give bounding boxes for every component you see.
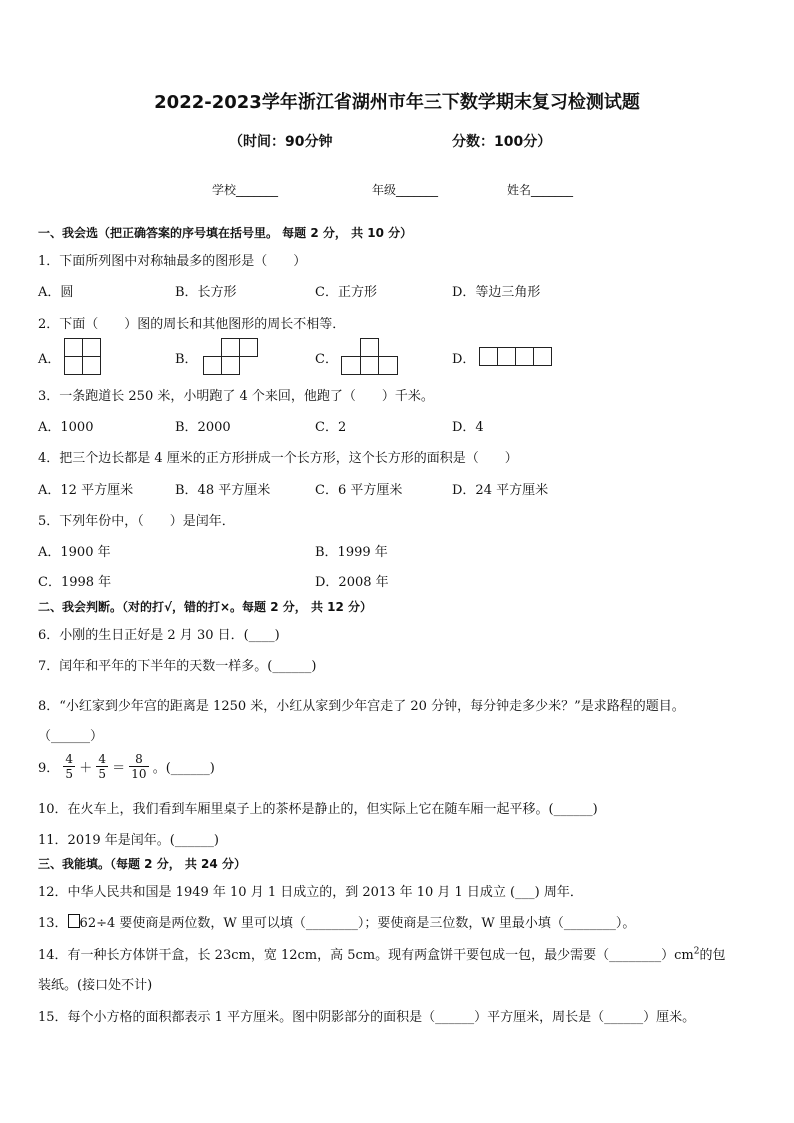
q5-option-c: C．1998 年	[38, 575, 112, 590]
grade-field: 年级_______	[372, 183, 439, 197]
q9-equation: 9． $\frac{4}{5}$ ＋ $\frac{4}{5}$ ＝ $\frac{8}{10}$ 。(______)	[38, 752, 215, 781]
q14-text: 14．有一种长方体饼干盒，长 23cm，宽 12cm，高 5cm。现有两盒饼干要包成一包，最少需要$(\_\_\_\_\_\_\_\_)cm^2$的包	[38, 946, 726, 963]
name-field: 姓名_______	[507, 183, 574, 197]
q1-option-a: A．圆	[38, 285, 74, 300]
q2-option-c: C．	[315, 352, 338, 367]
q12-text: 12．中华人民共和国是 1949 年 10 月 1 日成立的，到 2013 年 10 月 1 日成立 (___) 周年．	[38, 885, 583, 900]
q2-text: 2．下面（ ）图的周长和其他图形的周长不相等．	[38, 317, 346, 332]
q4-text: 4．把三个边长都是 4 厘米的正方形拼成一个长方形，这个长方形的面积是（ ）	[38, 451, 518, 466]
q1-option-d: D．等边三角形	[452, 285, 541, 300]
q5-option-b: B．1999 年	[315, 545, 388, 560]
q3-option-d: D．4	[452, 420, 484, 435]
q2-option-a: A．	[38, 352, 61, 367]
q5-option-d: D．2008 年	[315, 575, 389, 590]
exam-time: （时间：90分钟	[229, 134, 333, 150]
q9-blank: 。(______)	[152, 761, 215, 776]
q9-fraction-3: $\frac{8}{10}$	[131, 752, 147, 781]
page-title: 2022-2023学年浙江省湖州市年三下数学期末复习检测试题	[154, 92, 640, 113]
section1-heading: 一、我会选（把正确答案的序号填在括号里。 每题 2 分， 共 10 分）	[38, 226, 413, 240]
q13-text: 13． 62÷4 要使商是两位数，W 里可以填（________）；要使商是三位数，W 里最小填（________）。	[38, 916, 636, 931]
q3-option-b: B．2000	[175, 420, 231, 435]
section2-heading: 二、我会判断。（对的打√，错的打×。每题 2 分， 共 12 分）	[38, 600, 372, 614]
q9-fraction-2: $\frac{4}{5}$	[98, 752, 106, 781]
q5-option-a: A．1900 年	[38, 545, 111, 560]
q3-option-c: C．2	[315, 420, 347, 435]
q7-text: 7．闰年和平年的下半年的天数一样多。(______)	[38, 659, 317, 674]
q14-text-cont: 装纸。(接口处不计)	[38, 978, 153, 993]
q11-text: 11．2019 年是闰年。(______)	[38, 833, 219, 848]
q9-number: 9．	[38, 761, 60, 776]
q5-text: 5．下列年份中，（ ）是闰年．	[38, 514, 235, 529]
q1-text: 1．下面所列图中对称轴最多的图形是（ ）	[38, 254, 307, 269]
q4-option-b: B．48 平方厘米	[175, 483, 271, 498]
q6-text: 6．小刚的生日正好是 2 月 30 日．(____)	[38, 628, 280, 643]
q1-option-c: C．正方形	[315, 285, 377, 300]
q9-fraction-1: $\frac{4}{5}$	[65, 752, 74, 781]
q4-option-d: D．24 平方厘米	[452, 483, 549, 498]
q2-option-d: D．	[452, 352, 476, 367]
q1-option-b: B．长方形	[175, 285, 237, 300]
school-field: 学校_______	[212, 183, 279, 197]
q2-option-b: B．	[175, 352, 198, 367]
section3-heading: 三、我能填。（每题 2 分， 共 24 分）	[38, 857, 246, 871]
q15-text: 15．每个小方格的面积都表示 1 平方厘米。图中阴影部分的面积是（______）平方厘米，周长是（______）厘米。	[38, 1010, 696, 1025]
q10-text: 10．在火车上，我们看到车厢里桌子上的茶杯是静止的，但实际上它在随车厢一起平移。(______)	[38, 802, 598, 817]
exam-score: 分数：100分）	[452, 134, 552, 150]
q4-option-a: A．12 平方厘米	[38, 483, 134, 498]
q4-option-c: C．6 平方厘米	[315, 483, 403, 498]
blank-box-icon	[68, 914, 80, 928]
q8-text: 8．“小红家到少年宫的距离是 1250 米，小红从家到少年宫走了 20 分钟，每分钟走多少米？”是求路程的题目。	[38, 699, 685, 714]
q3-option-a: A．1000	[38, 420, 94, 435]
q3-text: 3．一条跑道长 250 米，小明跑了 4 个来回，他跑了（ ）千米。	[38, 389, 434, 404]
q8-blank: （______）	[38, 729, 104, 744]
